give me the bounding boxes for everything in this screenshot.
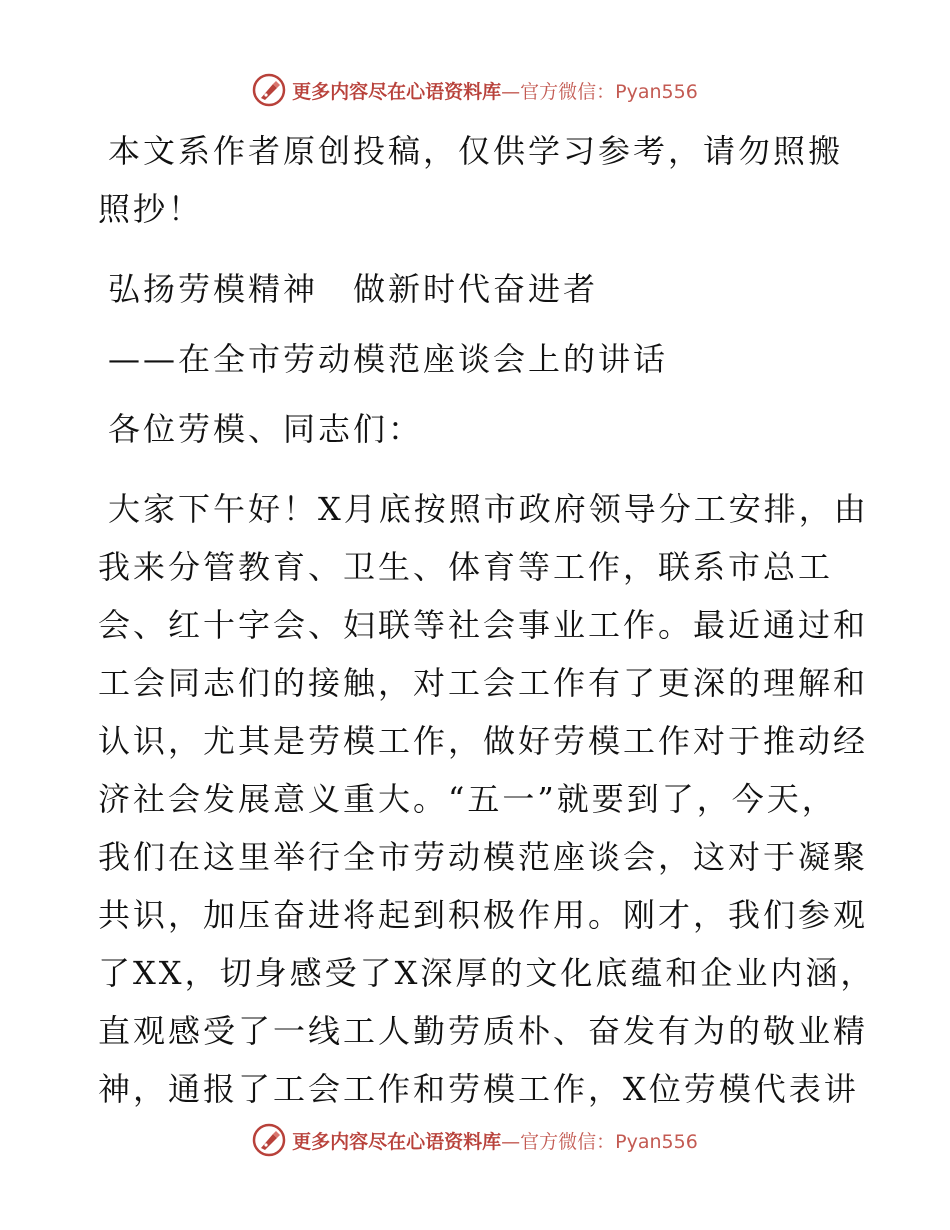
document-subtitle: ——在全市劳动模范座谈会上的讲话 <box>108 340 669 378</box>
document-title: 弘扬劳模精神 做新时代奋进者 <box>108 270 599 308</box>
body-line-7: 我们在这里举行全市劳动模范座谈会，这对于凝聚 <box>98 838 869 876</box>
watermark-header <box>0 70 950 110</box>
salutation: 各位劳模、同志们： <box>108 410 424 448</box>
watermark-text <box>292 1127 698 1154</box>
notice-line-2: 照抄！ <box>98 190 204 228</box>
watermark-text <box>292 77 698 104</box>
body-line-8: 共识，加压奋进将起到积极作用。刚才，我们参观 <box>98 896 869 934</box>
body-line-11: 神，通报了工会工作和劳模工作，X位劳模代表讲 <box>98 1070 859 1108</box>
watermark-main-text: 更多内容尽在心语资料库 <box>292 1130 502 1153</box>
body-line-4: 工会同志们的接触，对工会工作有了更深的理解和 <box>98 664 869 702</box>
notice-line-1: 本文系作者原创投稿，仅供学习参考，请勿照搬 <box>108 132 844 170</box>
body-line-6: 济社会发展意义重大。“五一”就要到了，今天， <box>98 780 837 818</box>
watermark-main-text: 更多内容尽在心语资料库 <box>292 80 502 103</box>
body-line-1: 大家下午好！X月底按照市政府领导分工安排，由 <box>108 490 869 528</box>
watermark-suffix-text: —官方微信：Pyan556 <box>501 80 698 103</box>
body-line-9: 了XX，切身感受了X深厚的文化底蕴和企业内涵， <box>98 954 876 992</box>
pen-nib-icon <box>252 73 286 107</box>
watermark-footer <box>0 1120 950 1160</box>
document-body <box>98 122 876 1118</box>
body-line-5: 认识，尤其是劳模工作，做好劳模工作对于推动经 <box>98 722 869 760</box>
body-line-2: 我来分管教育、卫生、体育等工作，联系市总工 <box>98 548 834 586</box>
body-line-3: 会、红十字会、妇联等社会事业工作。最近通过和 <box>98 606 869 644</box>
watermark-suffix-text: —官方微信：Pyan556 <box>501 1130 698 1153</box>
pen-nib-icon <box>252 1123 286 1157</box>
body-line-10: 直观感受了一线工人勤劳质朴、奋发有为的敬业精 <box>98 1012 869 1050</box>
